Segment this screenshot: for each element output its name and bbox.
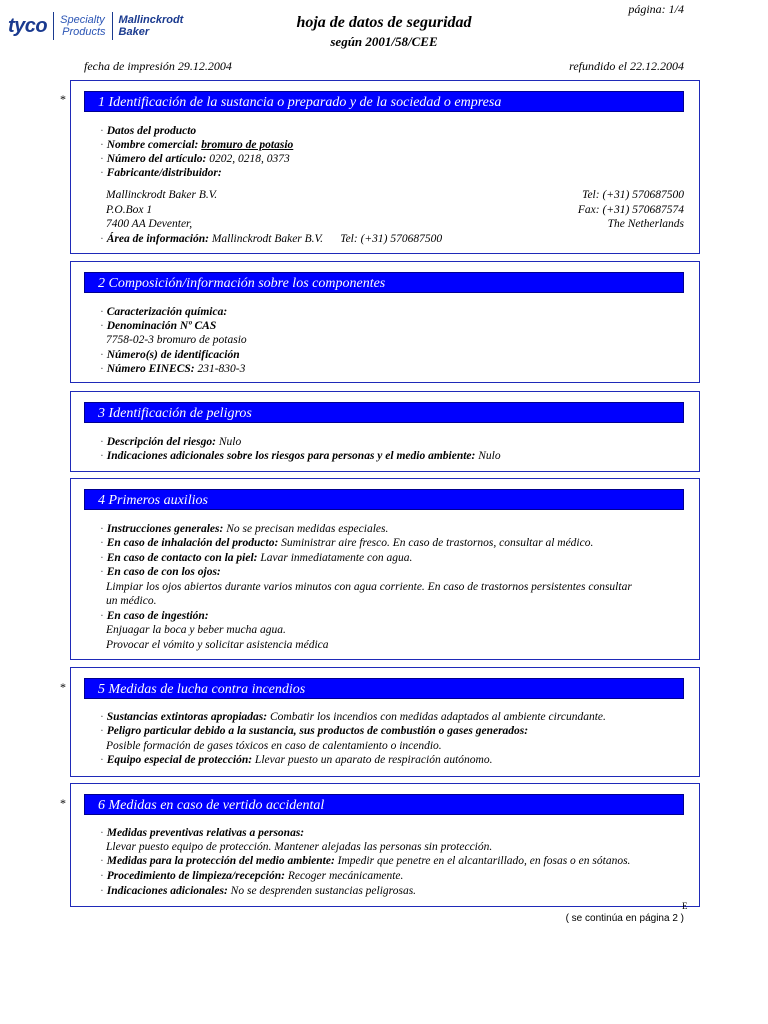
einecs-number: · Número EINECS: 231-830-3 <box>100 363 246 375</box>
personal-precautions: · Medidas preventivas relativas a personas: <box>100 827 305 839</box>
skin-contact: · En caso de contacto con la piel: Lavar inmediatamente con agua. <box>100 552 413 564</box>
manufacturer: · Fabricante/distribuidor: <box>100 167 222 179</box>
revised-date: refundido el 22.12.2004 <box>569 59 684 73</box>
cas-label: · Denominación Nº CAS <box>100 320 217 332</box>
eye-contact-text-1: Limpiar los ojos abiertos durante varios minutos con agua corriente. En caso de trastornos persistentes consultar <box>106 581 632 593</box>
eye-contact: · En caso de con los ojos: <box>100 566 221 578</box>
eye-contact-text-2: un médico. <box>106 595 157 607</box>
company-fax: Fax: (+31) 570687574 <box>577 204 684 216</box>
revision-marker: * <box>60 680 66 694</box>
revision-marker: * <box>60 796 66 810</box>
additional-info: · Indicaciones adicionales: No se desprenden sustancias peligrosas. <box>100 885 417 897</box>
protective-equipment: · Equipo especial de protección: Llevar puesto un aparato de respiración autónomo. <box>100 754 493 766</box>
chem-characterization: · Caracterización química: <box>100 306 228 318</box>
cas-value: 7758-02-3 bromuro de potasio <box>106 334 247 346</box>
section-4-title: 4 Primeros auxilios <box>84 489 684 510</box>
section-5-title: 5 Medidas de lucha contra incendios <box>84 678 684 699</box>
inhalation: · En caso de inhalación del producto: Suministrar aire fresco. En caso de trastornos, consultar al médico. <box>100 537 594 549</box>
trade-name: · Nombre comercial: bromuro de potasio <box>100 139 294 151</box>
revision-marker: * <box>60 92 66 106</box>
risk-description: · Descripción del riesgo: Nulo <box>100 436 242 448</box>
continuation-note: ( se continúa en página 2 ) <box>565 913 684 924</box>
ingestion-text-2: Provocar el vómito y solicitar asistencia médica <box>106 639 329 651</box>
city: 7400 AA Deventer, <box>106 218 193 230</box>
identification-numbers: · Número(s) de identificación <box>100 349 240 361</box>
document-subtitle: según 2001/58/CEE <box>330 34 438 49</box>
logo-mallinckrodt: Mallinckrodt <box>118 14 184 26</box>
po-box: P.O.Box 1 <box>106 204 153 216</box>
logo-tyco: tyco <box>8 14 48 37</box>
general-instructions: · Instrucciones generales: No se precisan medidas especiales. <box>100 523 389 535</box>
section-6-title: 6 Medidas en caso de vertido accidental <box>84 794 684 815</box>
extinguishing-media: · Sustancias extintoras apropiadas: Combatir los incendios con medidas adaptados al ambiente circundante. <box>100 711 606 723</box>
environmental-precautions: · Medidas para la protección del medio ambiente: Impedir que penetre en el alcantarillado, en fosas o en sótanos. <box>100 855 631 867</box>
section-2-title: 2 Composición/información sobre los componentes <box>84 272 684 293</box>
ingestion-text-1: Enjuagar la boca y beber mucha agua. <box>106 624 286 636</box>
section-3-title: 3 Identificación de peligros <box>84 402 684 423</box>
company-country: The Netherlands <box>607 218 684 230</box>
article-number: · Número del artículo: 0202, 0218, 0373 <box>100 153 290 165</box>
particular-hazards: · Peligro particular debido a la sustancia, sus productos de combustión o gases generados: <box>100 725 529 737</box>
particular-hazards-text: Posible formación de gases tóxicos en caso de calentamiento o incendio. <box>106 740 442 752</box>
additional-risk-info: · Indicaciones adicionales sobre los riesgos para personas y el medio ambiente: Nulo <box>100 450 501 462</box>
company-tel: Tel: (+31) 570687500 <box>582 189 684 201</box>
cleanup-procedure: · Procedimiento de limpieza/recepción: Recoger mecánicamente. <box>100 870 404 882</box>
product-data: · Datos del producto <box>100 125 197 137</box>
logo-specialty: Specialty <box>60 14 105 26</box>
section-1-title: 1 Identificación de la sustancia o preparado y de la sociedad o empresa <box>84 91 684 112</box>
logo-products: Products <box>62 26 106 38</box>
info-area: · Área de información: Mallinckrodt Baker B.V. Tel: (+31) 570687500 <box>100 233 443 245</box>
corner-mark: E <box>682 901 688 911</box>
page-number: página: 1/4 <box>628 2 684 16</box>
logo-baker: Baker <box>118 26 150 38</box>
personal-precautions-text: Llevar puesto equipo de protección. Mantener alejadas las personas sin protección. <box>106 841 493 853</box>
print-date: fecha de impresión 29.12.2004 <box>84 59 232 73</box>
document-title: hoja de datos de seguridad <box>296 14 472 31</box>
company-name: Mallinckrodt Baker B.V. <box>106 189 218 201</box>
ingestion: · En caso de ingestión: <box>100 610 209 622</box>
